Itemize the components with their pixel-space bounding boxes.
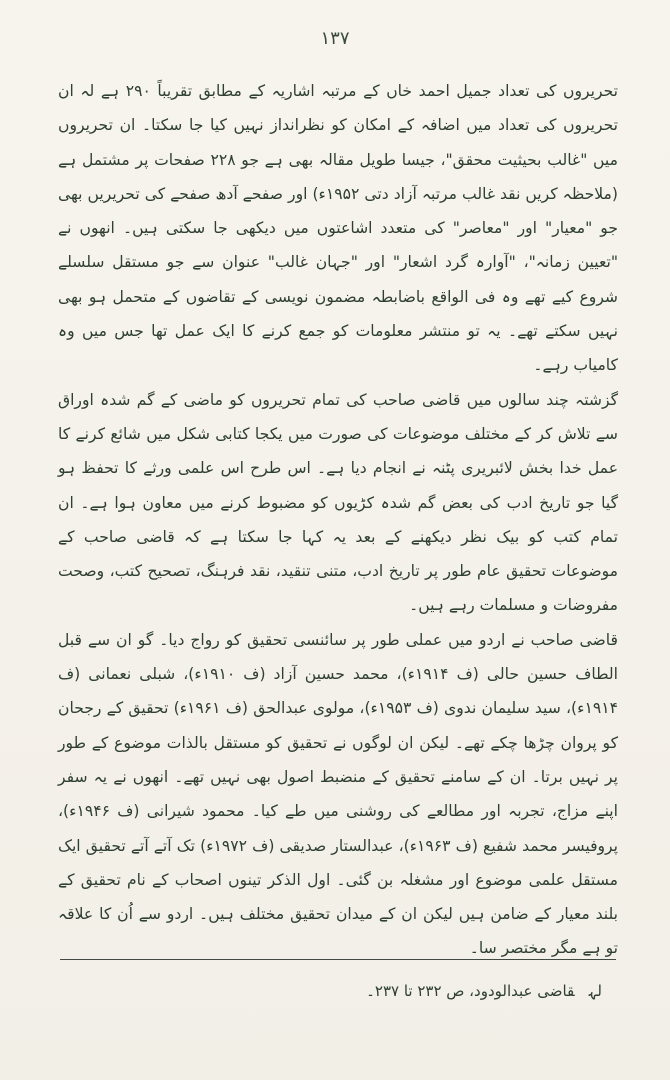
footnote-marker: لہ [588,982,602,1000]
paragraph-2: گزشتہ چند سالوں میں قاضی صاحب کی تمام تحریروں کو ماضی کے گم شدہ اوراق سے تلاش کر کے مختلف موضوعات کی صورت میں یکجا کتابی شکل میں شائع کرنے کا عمل خدا بخش لائبریری پٹنہ نے انجام دیا ہے۔ اس طرح اس علمی ورثے کا تحفظ ہو گیا جو تاریخ ادب کی بعض گم شدہ کڑیوں کو مضبوط کرنے میں معاون ہوا ہے۔ ان تمام کتب کو بیک نظر دیکھنے کے بعد یہ کہا جا سکتا ہے کہ قاضی صاحب کے موضوعات تحقیق عام طور پر تاریخ ادب، متنی تنقید، نقد فرہنگ، تصحیح کتب، وصحت مفروضات و مسلمات رہے ہیں۔ [58,390,618,615]
main-text [58,74,618,966]
footnote [366,982,602,1000]
paragraph-3: قاضی صاحب نے اردو میں عملی طور پر سائنسی تحقیق کو رواج دیا۔ گو ان سے قبل الطاف حسین حالی (ف ۱۹۱۴ء)، محمد حسین آزاد (ف ۱۹۱۰ء)، شبلی نعمانی (ف ۱۹۱۴ء)، سید سلیمان ندوی (ف ۱۹۵۳ء)، مولوی عبدالحق (ف ۱۹۶۱ء) تحقیق کے رجحان کو پروان چڑھا چکے تھے۔ لیکن ان لوگوں نے تحقیق کو مستقل بالذات موضوع کے طور پر نہیں برتا۔ ان کے سامنے تحقیق کے منضبط اصول بھی نہیں تھے۔ انھوں نے یہ سفر اپنے مزاج، تجربہ اور مطالعے کی روشنی میں طے کیا۔ محمود شیرانی (ف ۱۹۴۶ء)، پروفیسر محمد شفیع (ف ۱۹۶۳ء)، عبدالستار صدیقی (ف ۱۹۷۲ء) تک آتے آتے تحقیق ایک مستقل علمی موضوع اور مشغلہ بن گئی۔ اول الذکر تینوں اصحاب کے نام تحقیق کے بلند معیار کے ضامن ہیں لیکن ان کے میدان تحقیق مختلف ہیں۔ اردو سے اُن کا علاقہ تو ہے مگر مختصر سا۔ [58,630,618,958]
page-number: ۱۳۷ [320,28,350,49]
footnote-divider [60,959,616,960]
footnote-text: قاضی عبدالودود، ص ۲۳۲ تا ۲۳۷۔ [366,982,575,1000]
paragraph-1: تحریروں کی تعداد جمیل احمد خاں کے مرتبہ اشاریہ کے مطابق تقریباً ۲۹۰ ہے لہ ان تحریروں کی تعداد میں اضافہ کے امکان کو نظرانداز نہیں کیا جا سکتا۔ ان تحریروں میں "غالب بحیثیت محقق"، جیسا طویل مقالہ بھی ہے جو ۲۲۸ صفحات پر مشتمل ہے (ملاحظہ کریں نقد غالب مرتبہ آزاد دتی ۱۹۵۲ء) اور صفحے آدھ صفحے کی تحریریں بھی جو "معیار" اور "معاصر" کی متعدد اشاعتوں میں دیکھی جا سکتی ہیں۔ انھوں نے "تعیین زمانہ"، "آوارہ گرد اشعار" اور "جہان غالب" عنوان سے جو مستقل سلسلے شروع کیے تھے وہ فی الواقع باضابطہ مضمون نویسی کے تقاضوں کے متحمل ہو بھی نہیں سکتے تھے۔ یہ تو منتشر معلومات کو جمع کرنے کا ایک عمل تھا جس میں وہ کامیاب رہے۔ [58,82,618,375]
